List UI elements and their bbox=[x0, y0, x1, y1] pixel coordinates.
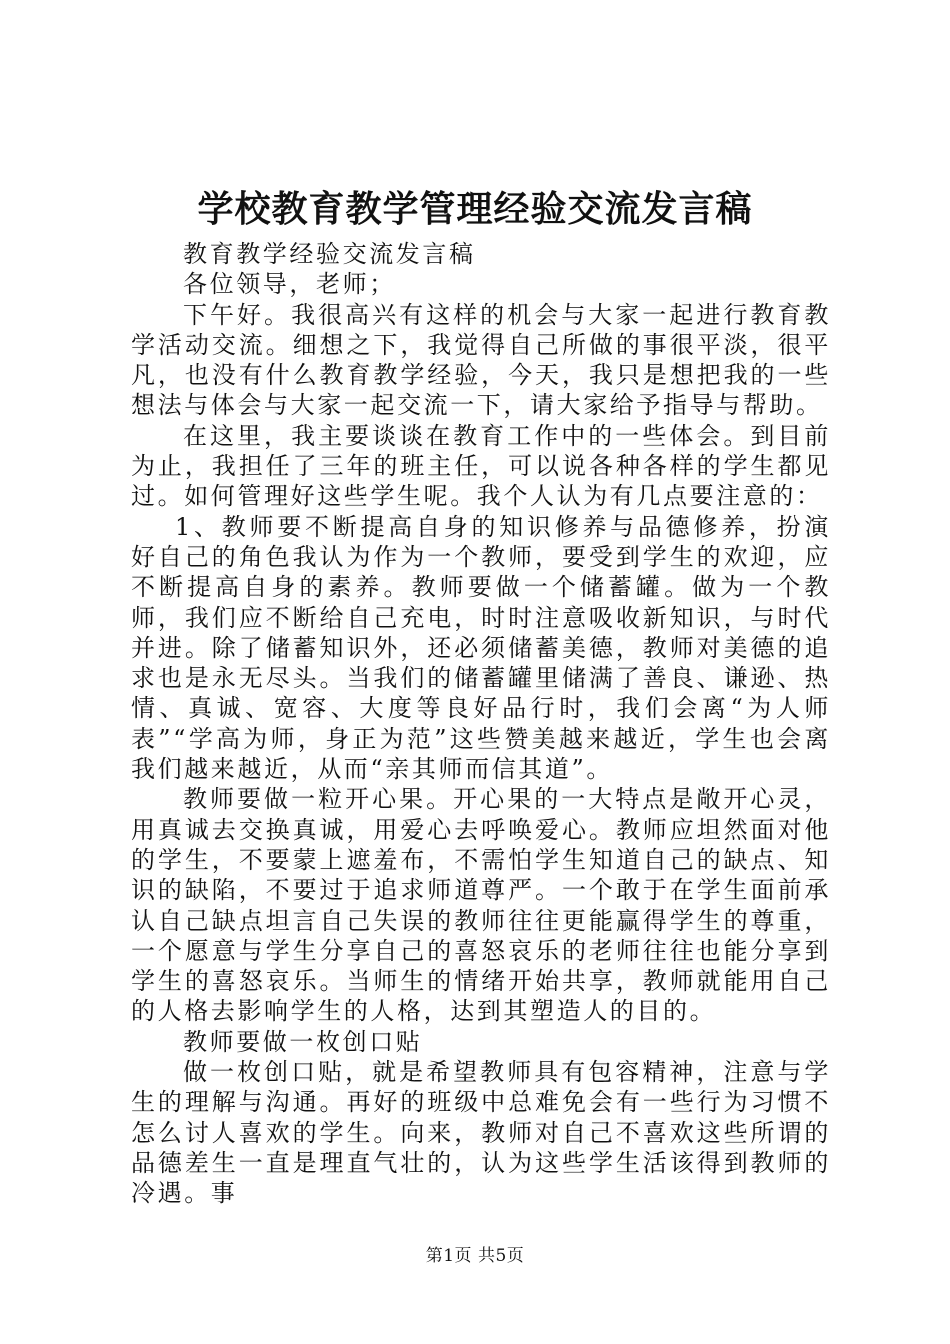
document-title: 学校教育教学管理经验交流发言稿 bbox=[197, 189, 753, 230]
paragraph-salutation: 各位领导，老师； bbox=[183, 270, 396, 299]
paragraph-subtitle: 教育教学经验交流发言稿 bbox=[183, 240, 476, 268]
paragraph-intro: 在这里，我主要谈谈在教育工作中的一些体会。到目前为止，我担任了三年的班主任，可以说各种各样的学生都见过。如何管理好这些学生呢。我个人认为有几点要注意的： bbox=[131, 421, 831, 511]
paragraph-bandage: 做一枚创口贴，就是希望教师具有包容精神，注意与学生的理解与沟通。再好的班级中总难免会有一些行为习惯不怎么讨人喜欢的学生。向来，教师对自己不喜欢这些所谓的品德差生一直是理直气壮的，认为这些学生活该得到教师的冷遇。事 bbox=[131, 1058, 831, 1208]
paragraph-happy-nut: 教师要做一粒开心果。开心果的一大特点是敞开心灵，用真诚去交换真诚，用爱心去呼唤爱心。教师应坦然面对他的学生，不要蒙上遮羞布，不需怕学生知道自己的缺点、知识的缺陷，不要过于追求师道尊严。一个敢于在学生面前承认自己缺点坦言自己失误的教师往往更能赢得学生的尊重，一个愿意与学生分享自己的喜怒哀乐的老师往往也能分享到学生的喜怒哀乐。当师生的情绪开始共享，教师就能用自己的人格去影响学生的人格，达到其塑造人的目的。 bbox=[131, 785, 831, 1026]
paragraph-point-1: 1、教师要不断提高自身的知识修养与品德修养，扮演好自己的角色我认为作为一个教师，要受到学生的欢迎，应不断提高自身的素养。教师要做一个储蓄罐。做为一个教师，我们应不断给自己充电，时时注意吸收新知识，与时代并进。除了储蓄知识外，还必须储蓄美德，教师对美德的追求也是永无尽头。当我们的储蓄罐里储满了善良、谦逊、热情、真诚、宽容、大度等良好品行时，我们会离“为人师表”“学高为师，身正为范”这些赞美越来越近，学生也会离我们越来越近，从而“亲其师而信其道”。 bbox=[131, 512, 831, 784]
document-body bbox=[131, 239, 831, 1209]
paragraph-greeting: 下午好。我很高兴有这样的机会与大家一起进行教育教学活动交流。细想之下，我觉得自己所做的事很平淡，很平凡，也没有什么教育教学经验，今天，我只是想把我的一些想法与体会与大家一起交流一下，请大家给予指导与帮助。 bbox=[131, 300, 831, 420]
page-footer: 第1页 共5页 bbox=[425, 1246, 525, 1266]
paragraph-bandage-heading: 教师要做一枚创口贴 bbox=[183, 1027, 423, 1056]
